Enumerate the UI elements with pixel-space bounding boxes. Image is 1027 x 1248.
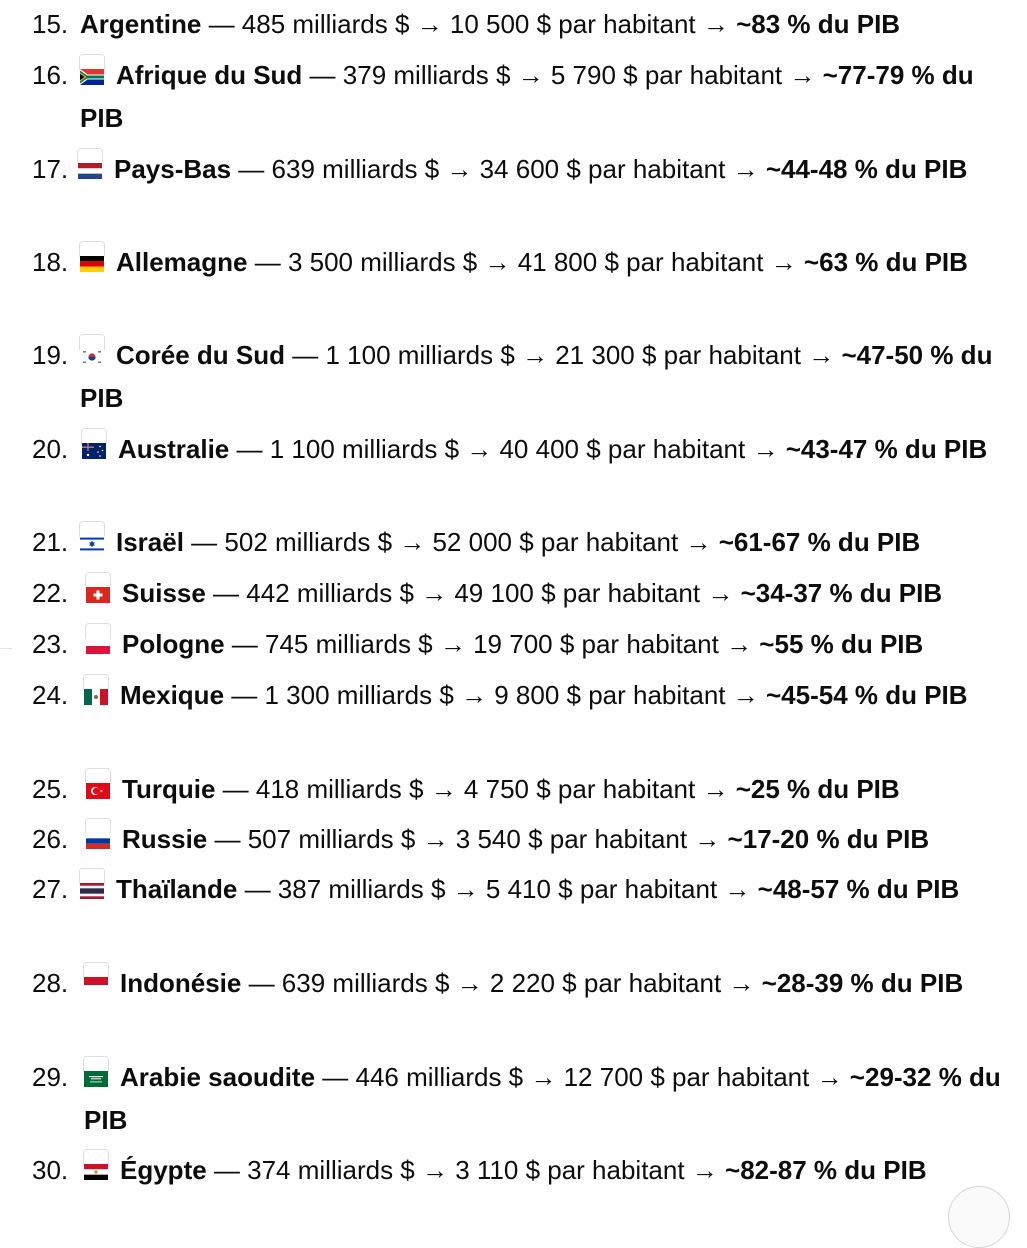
debt-gdp-ratio: ~34-37 % du PIB xyxy=(740,578,943,608)
country-name: Suisse xyxy=(122,578,206,608)
item-number: 29. xyxy=(32,1062,69,1092)
item-number: 23. xyxy=(32,629,69,659)
country-name: Égypte xyxy=(120,1155,207,1185)
item-content xyxy=(84,1149,1015,1192)
russia-flag-icon xyxy=(86,819,110,835)
debt-details: — 3 500 milliards $ → 41 800 $ par habitant → xyxy=(247,247,804,277)
australia-flag-icon xyxy=(82,429,106,445)
item-number: 15. xyxy=(32,9,69,39)
item-number: 16. xyxy=(32,60,69,90)
debt-gdp-ratio: ~48-57 % du PIB xyxy=(757,874,960,904)
debt-gdp-ratio: ~83 % du PIB xyxy=(736,9,901,39)
debt-details: — 639 milliards $ → 34 600 $ par habitant → xyxy=(231,154,766,184)
item-number: 27. xyxy=(32,874,69,904)
country-name: Pays-Bas xyxy=(114,154,232,184)
thailand-flag-icon xyxy=(80,869,104,885)
item-content xyxy=(80,3,1015,46)
debt-details: — 639 milliards $ → 2 220 $ par habitant → xyxy=(241,968,762,998)
mexico-flag-icon xyxy=(84,675,108,691)
country-name: Corée du Sud xyxy=(116,340,286,370)
item-content xyxy=(80,334,1015,420)
debt-gdp-ratio: ~17-20 % du PIB xyxy=(727,824,930,854)
debt-details: — 442 milliards $ → 49 100 $ par habitant → xyxy=(205,578,741,608)
item-number: 26. xyxy=(32,824,69,854)
debt-details: — 446 milliards $ → 12 700 $ par habitant → xyxy=(315,1062,850,1092)
item-number: 24. xyxy=(32,680,69,710)
item-content xyxy=(84,1056,1015,1142)
switzerland-flag-icon xyxy=(86,573,110,589)
item-content xyxy=(84,674,1015,717)
country-name: Allemagne xyxy=(116,247,248,277)
debt-gdp-ratio: ~45-54 % du PIB xyxy=(765,680,968,710)
item-content xyxy=(86,623,1015,666)
scroll-button-icon[interactable] xyxy=(948,1186,1010,1248)
debt-gdp-ratio: ~55 % du PIB xyxy=(759,629,924,659)
item-content xyxy=(84,962,1015,1005)
debt-details: — 1 300 milliards $ → 9 800 $ par habitant → xyxy=(224,680,766,710)
item-content xyxy=(80,54,1015,140)
debt-gdp-ratio: ~82-87 % du PIB xyxy=(725,1155,927,1185)
item-content xyxy=(86,572,1015,615)
item-content xyxy=(80,241,1015,284)
debt-gdp-ratio: ~25 % du PIB xyxy=(735,774,900,804)
country-name: Russie xyxy=(122,824,208,854)
item-number: 28. xyxy=(32,968,69,998)
item-number: 17. xyxy=(32,154,69,184)
item-number: 18. xyxy=(32,247,69,277)
indonesia-flag-icon xyxy=(84,963,108,979)
country-name: Pologne xyxy=(122,629,225,659)
item-content xyxy=(86,818,1015,861)
debt-details: — 379 milliards $ → 5 790 $ par habitant → xyxy=(302,60,823,90)
item-number: 19. xyxy=(32,340,69,370)
debt-details: — 387 milliards $ → 5 410 $ par habitant → xyxy=(237,874,758,904)
country-name: Arabie saoudite xyxy=(120,1062,316,1092)
debt-details: — 502 milliards $ → 52 000 $ par habitant → xyxy=(183,527,719,557)
country-name: Australie xyxy=(118,434,230,464)
turkey-flag-icon xyxy=(86,769,110,785)
debt-details: — 485 milliards $ → 10 500 $ par habitant → xyxy=(201,9,737,39)
country-name: Afrique du Sud xyxy=(116,60,303,90)
poland-flag-icon xyxy=(86,624,110,640)
debt-gdp-ratio: ~43-47 % du PIB xyxy=(785,434,988,464)
debt-details: — 745 milliards $ → 19 700 $ par habitant → xyxy=(224,629,760,659)
debt-gdp-ratio: ~44-48 % du PIB xyxy=(765,154,968,184)
south-korea-flag-icon xyxy=(80,335,104,351)
egypt-flag-icon xyxy=(84,1150,108,1166)
item-content xyxy=(78,148,1015,191)
debt-gdp-ratio: ~63 % du PIB xyxy=(803,247,968,277)
debt-details: — 1 100 milliards $ → 21 300 $ par habitant → xyxy=(285,340,842,370)
debt-details: — 418 milliards $ → 4 750 $ par habitant → xyxy=(215,774,736,804)
debt-gdp-ratio: ~61-67 % du PIB xyxy=(718,527,921,557)
debt-gdp-ratio: ~77-79 % du PIB xyxy=(80,60,974,133)
item-content xyxy=(82,428,1015,471)
country-name: Indonésie xyxy=(120,968,242,998)
country-name: Israël xyxy=(116,527,184,557)
debt-gdp-ratio: ~47-50 % du PIB xyxy=(80,340,993,413)
item-number: 22. xyxy=(32,578,69,608)
country-name: Thaïlande xyxy=(116,874,238,904)
country-name: Mexique xyxy=(120,680,225,710)
israel-flag-icon xyxy=(80,522,104,538)
debt-gdp-ratio: ~28-39 % du PIB xyxy=(761,968,964,998)
item-content xyxy=(80,868,1015,911)
debt-gdp-ratio: ~29-32 % du PIB xyxy=(84,1062,1001,1135)
item-number: 21. xyxy=(32,527,69,557)
debt-details: — 1 100 milliards $ → 40 400 $ par habitant → xyxy=(229,434,786,464)
divider-line xyxy=(0,648,12,649)
item-number: 25. xyxy=(32,774,69,804)
item-number: 30. xyxy=(32,1155,69,1185)
item-content xyxy=(80,521,1015,564)
germany-flag-icon xyxy=(80,242,104,258)
debt-details: — 507 milliards $ → 3 540 $ par habitant → xyxy=(207,824,728,854)
saudi-arabia-flag-icon xyxy=(84,1057,108,1073)
south-africa-flag-icon xyxy=(80,55,104,71)
country-name: Turquie xyxy=(122,774,216,804)
country-name: Argentine xyxy=(80,9,202,39)
item-content xyxy=(86,768,1015,811)
item-number: 20. xyxy=(32,434,69,464)
debt-details: — 374 milliards $ → 3 110 $ par habitant → xyxy=(206,1155,726,1185)
netherlands-flag-icon xyxy=(78,149,102,165)
